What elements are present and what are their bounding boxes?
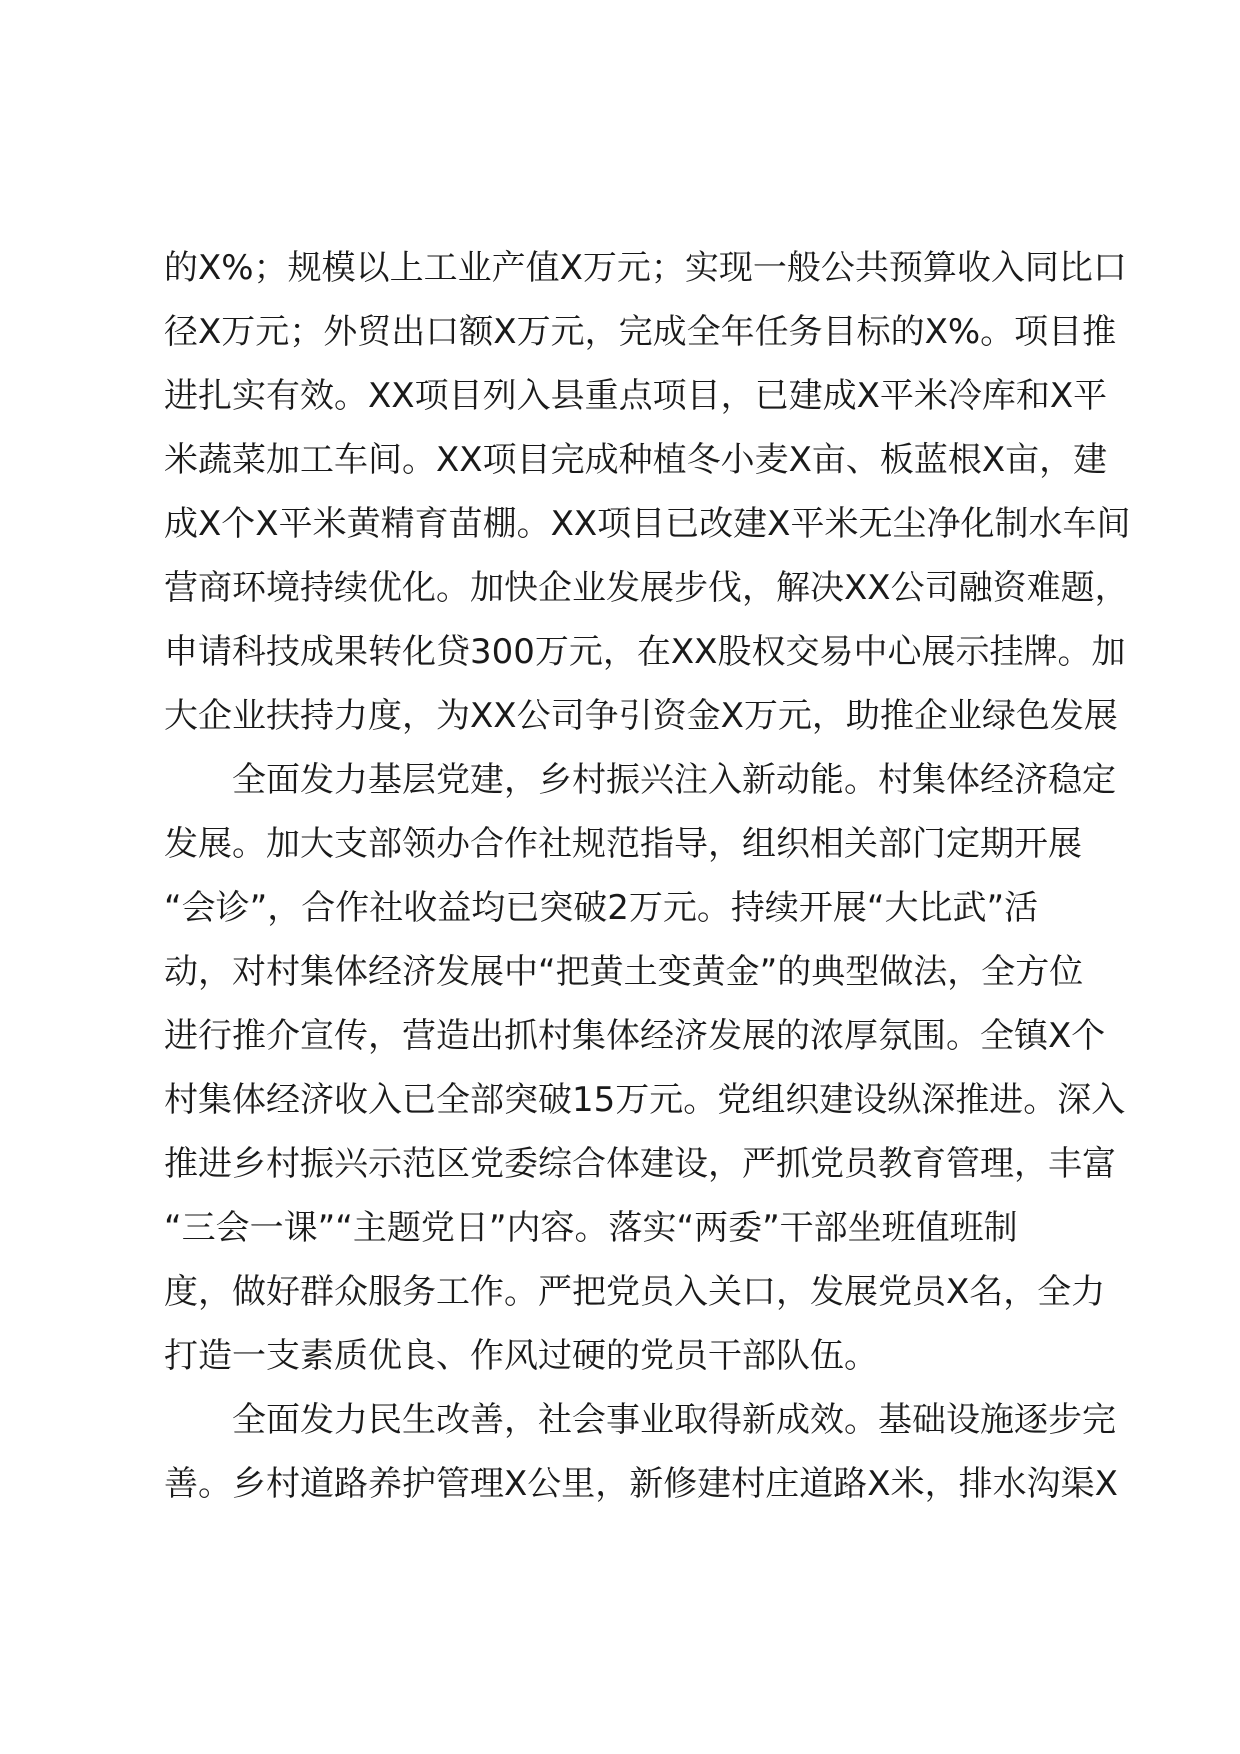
text-line: 动，对村集体经济发展中“把黄土变黄金”的典型做法，全方位 (164, 952, 1084, 992)
text-line: “会诊”，合作社收益均已突破2万元。持续开展“大比武”活 (164, 888, 1039, 928)
paragraph-start-line: 全面发力基层党建，乡村振兴注入新动能。村集体经济稳定 (232, 760, 1116, 800)
text-line: 径X万元；外贸出口额X万元，完成全年任务目标的X%。项目推 (164, 312, 1117, 352)
text-line: 度，做好群众服务工作。严把党员入关口，发展党员X名，全力 (164, 1272, 1106, 1312)
text-line: 村集体经济收入已全部突破15万元。党组织建设纵深推进。深入 (164, 1080, 1126, 1120)
text-line: 进行推介宣传，营造出抓村集体经济发展的浓厚氛围。全镇X个 (164, 1016, 1106, 1056)
text-line: 打造一支素质优良、作风过硬的党员干部队伍。 (164, 1336, 878, 1376)
document-body (164, 236, 1131, 1516)
text-line: 成X个X平米黄精育苗棚。XX项目已改建X平米无尘净化制水车间 (164, 504, 1131, 544)
text-line: 发展。加大支部领办合作社规范指导，组织相关部门定期开展 (164, 824, 1082, 864)
paragraph-start-line: 全面发力民生改善，社会事业取得新成效。基础设施逐步完 (232, 1400, 1116, 1440)
text-line: 进扎实有效。XX项目列入县重点项目，已建成X平米冷库和X平 (164, 376, 1108, 416)
text-line: 善。乡村道路养护管理X公里，新修建村庄道路X米，排水沟渠X (164, 1464, 1118, 1504)
text-line: 的X%；规模以上工业产值X万元；实现一般公共预算收入同比口 (164, 248, 1127, 288)
text-line: 大企业扶持力度，为XX公司争引资金X万元，助推企业绿色发展 (164, 696, 1118, 736)
text-line: 米蔬菜加工车间。XX项目完成种植冬小麦X亩、板蓝根X亩，建 (164, 440, 1108, 480)
text-line: “三会一课”“主题党日”内容。落实“两委”干部坐班值班制 (164, 1208, 1018, 1248)
text-line: 推进乡村振兴示范区党委综合体建设，严抓党员教育管理，丰富 (164, 1144, 1116, 1184)
text-line: 申请科技成果转化贷300万元，在XX股权交易中心展示挂牌。加 (164, 632, 1126, 672)
text-line: 营商环境持续优化。加快企业发展步伐，解决XX公司融资难题， (164, 568, 1129, 608)
